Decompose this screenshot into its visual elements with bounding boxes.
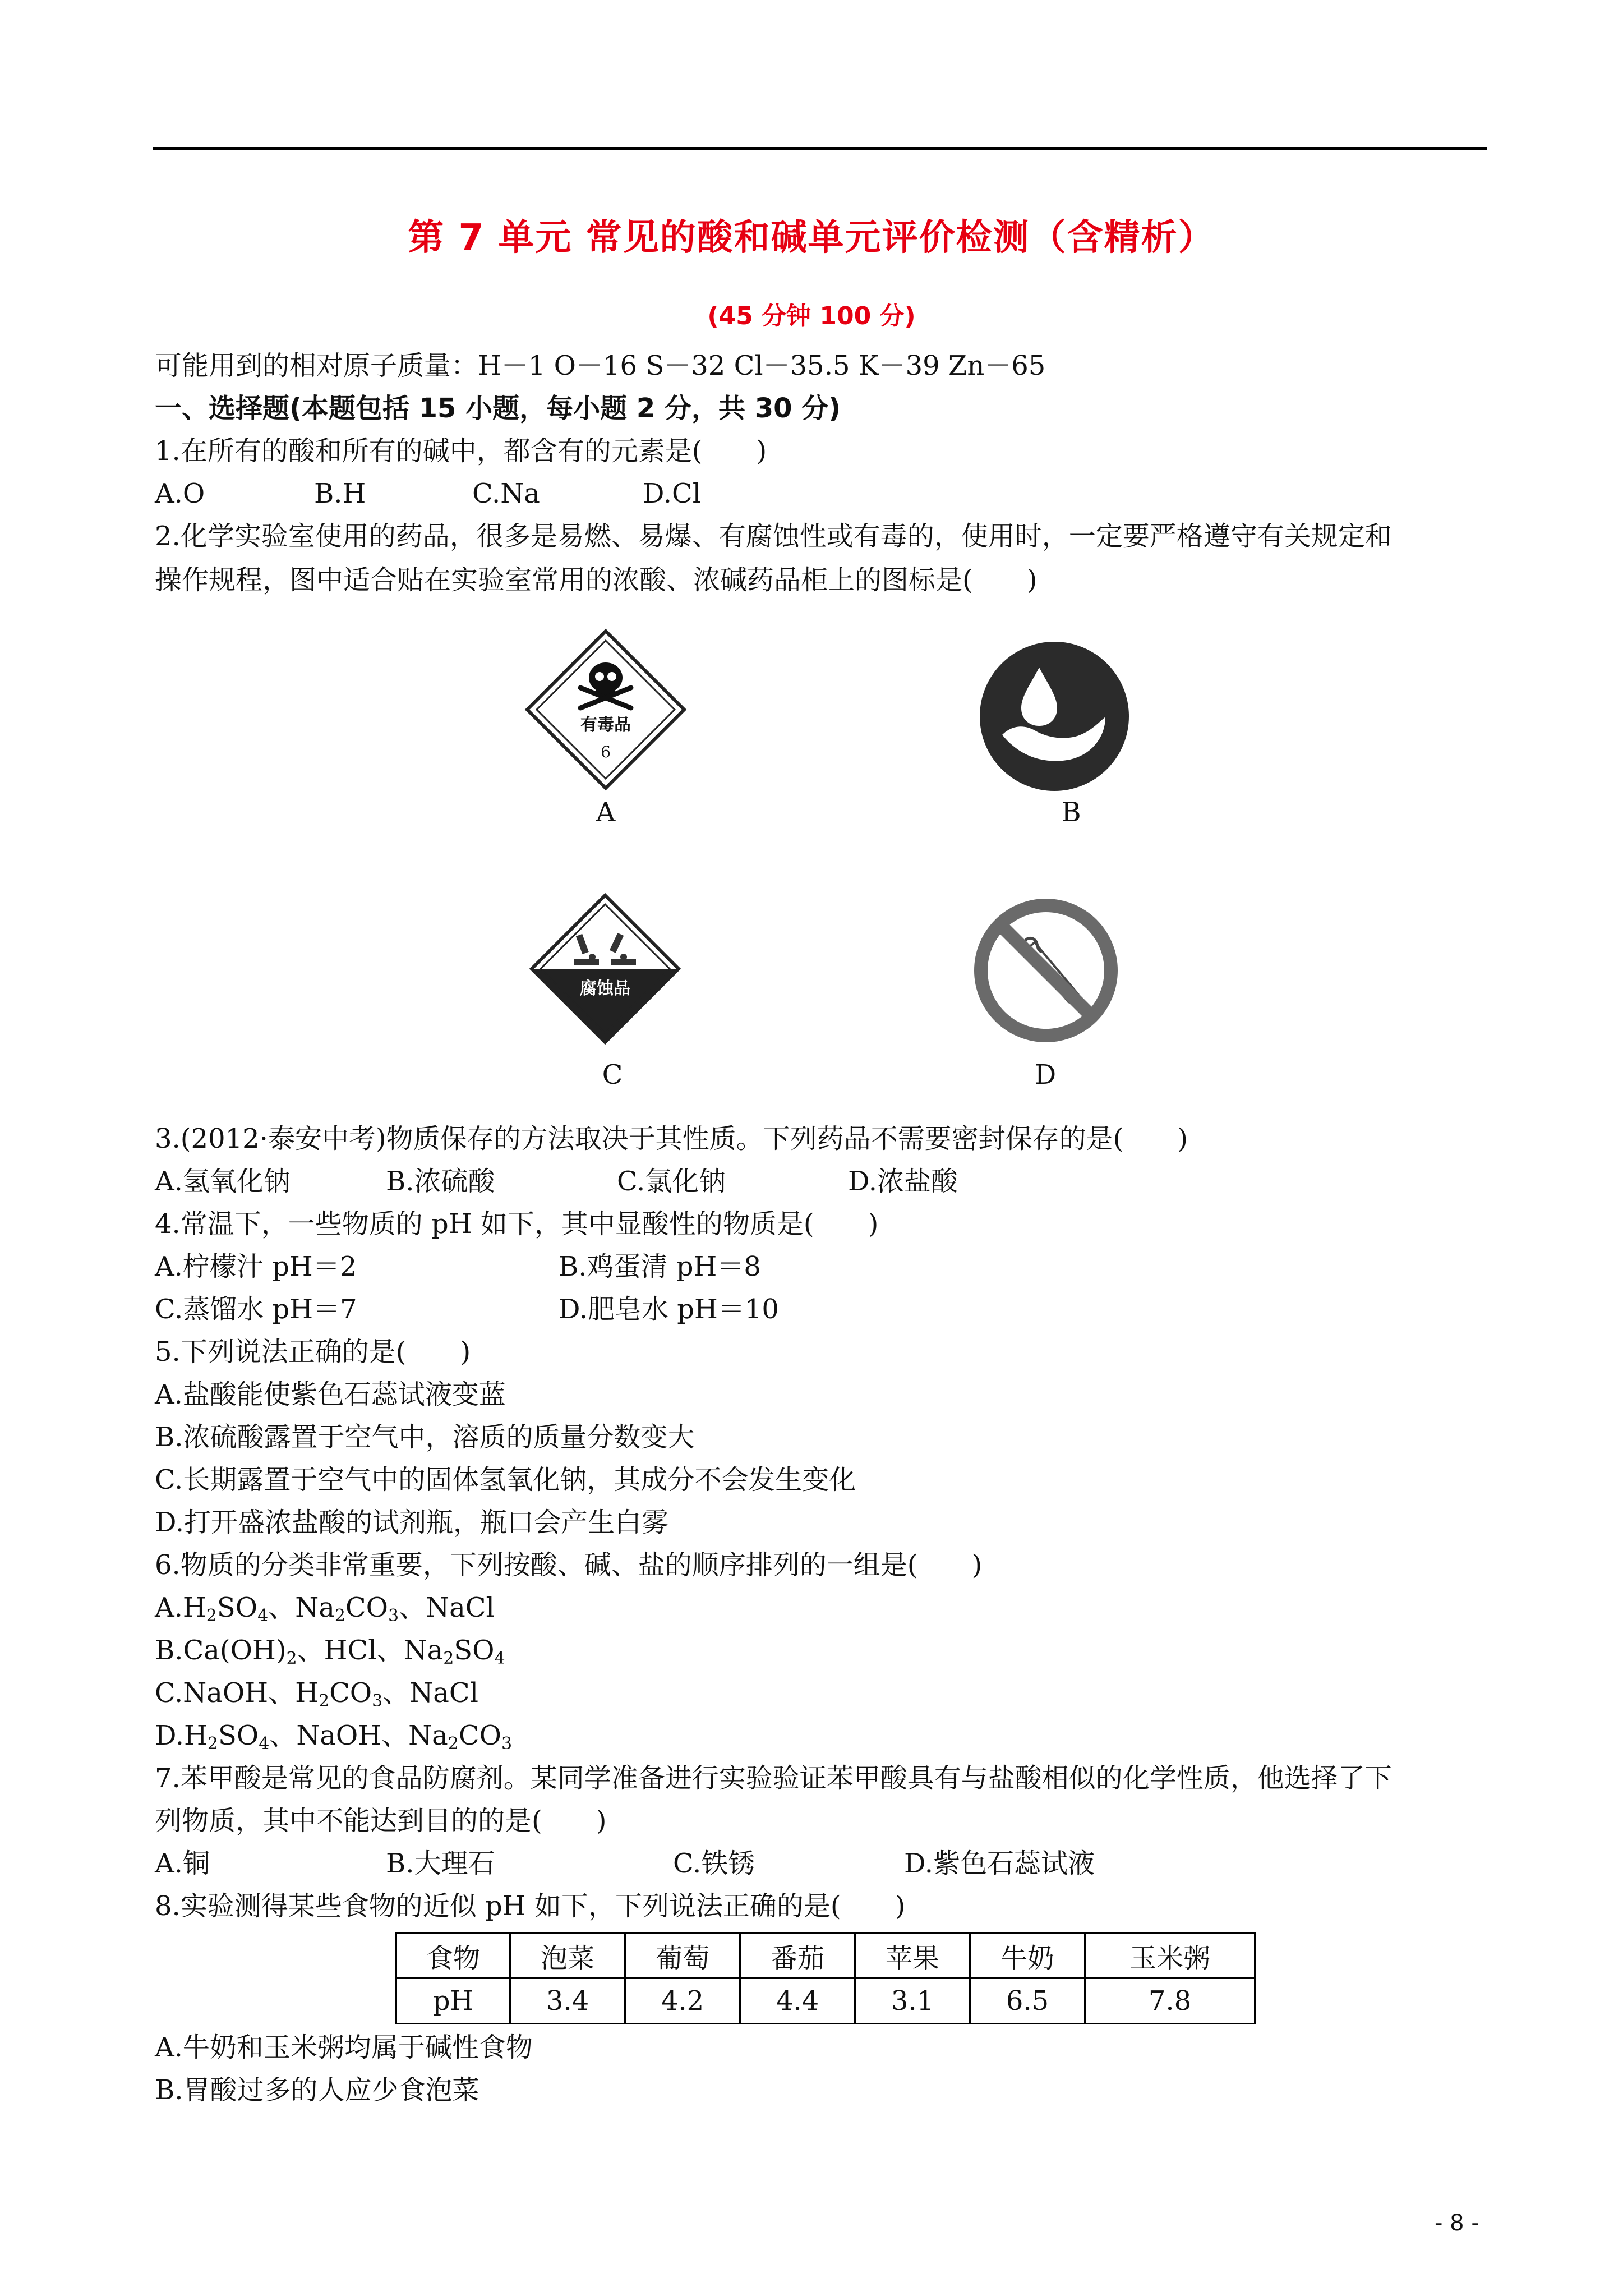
table-cell: 7.8 (1085, 1978, 1255, 2024)
table-cell: 4.2 (625, 1978, 740, 2024)
table-cell: pH (396, 1978, 510, 2024)
q3-option-d: D.浓盐酸 (848, 1166, 958, 1197)
q2-stem-line2: 操作规程，图中适合贴在实验室常用的浓酸、浓碱药品柜上的图标是( ) (155, 564, 1038, 596)
corrosive-sign-text: 腐蚀品 (580, 979, 630, 999)
q1-stem: 1.在所有的酸和所有的碱中，都含有的元素是( ) (155, 435, 767, 467)
q7-option-a: A.铜 (155, 1848, 210, 1879)
q1-option-d: D.Cl (643, 478, 702, 509)
corrosive-diamond-icon (529, 893, 681, 1045)
q1-option-c: C.Na (472, 478, 540, 509)
figure-label-d: D (1034, 1059, 1057, 1091)
q4-option-a: A.柠檬汁 pH＝2 (155, 1251, 357, 1282)
table-cell: 3.1 (855, 1978, 970, 2024)
q8-option-b: B.胃酸过多的人应少食泡菜 (155, 2074, 479, 2106)
figure-label-a: A (596, 797, 616, 828)
header-rule (153, 147, 1487, 150)
table-header-row (396, 1933, 1255, 1978)
table-cell: 食物 (396, 1933, 510, 1978)
q2-stem-line1: 2.化学实验室使用的药品，很多是易燃、易爆、有腐蚀性或有毒的，使用时，一定要严格遵守有关规定和 (155, 521, 1392, 552)
q5-option-d: D.打开盛浓盐酸的试剂瓶，瓶口会产生白雾 (155, 1507, 669, 1538)
q6-option-c: C.NaOH、$H_2CO_3$、NaCl (155, 1677, 478, 1711)
table-cell: 牛奶 (970, 1933, 1085, 1978)
q3-option-b: B.浓硫酸 (386, 1166, 495, 1197)
q4-option-c: C.蒸馏水 pH＝7 (155, 1294, 357, 1325)
ph-table (395, 1932, 1256, 2024)
q3-option-a: A.氢氧化钠 (155, 1166, 291, 1197)
q7-stem-line1: 7.苯甲酸是常见的食品防腐剂。某同学准备进行实验验证苯甲酸具有与盐酸相似的化学性质，他选择了下 (155, 1763, 1392, 1794)
q6-option-b: $B.Ca(OH)_2$、HCl、$Na_2SO_4$ (155, 1635, 505, 1668)
section-heading: 一、选择题(本题包括 15 小题，每小题 2 分，共 30 分) (155, 393, 841, 424)
q7-option-d: D.紫色石蕊试液 (904, 1848, 1095, 1879)
table-cell: 泡菜 (510, 1933, 625, 1978)
table-cell: 番茄 (740, 1933, 855, 1978)
page-number: - 8 - (1435, 2210, 1479, 2236)
q8-stem: 8.实验测得某些食物的近似 pH 如下，下列说法正确的是( ) (155, 1890, 906, 1922)
toxic-sign-icon (524, 628, 687, 791)
corrosive-circle-icon (979, 641, 1130, 792)
figure-label-b: B (1061, 797, 1081, 828)
q5-option-b: B.浓硫酸露置于空气中，溶质的质量分数变大 (155, 1421, 695, 1453)
atomic-mass-line: 可能用到的相对原子质量：H－1 O－16 S－32 Cl－35.5 K－39 Zn－65 (155, 350, 1046, 381)
q6-stem: 6.物质的分类非常重要，下列按酸、碱、盐的顺序排列的一组是( ) (155, 1549, 983, 1581)
toxic-sign-text: 有毒品 (580, 715, 631, 735)
q6-option-d: $D.H_2SO_4$、NaOH、$Na_2CO_3$ (155, 1720, 513, 1754)
table-row (396, 1978, 1255, 2024)
q7-option-c: C.铁锈 (673, 1848, 755, 1879)
q5-option-c: C.长期露置于空气中的固体氢氧化钠，其成分不会发生变化 (155, 1464, 856, 1496)
table-cell: 6.5 (970, 1978, 1085, 2024)
q4-stem: 4.常温下，一些物质的 pH 如下，其中显酸性的物质是( ) (155, 1208, 879, 1240)
q1-option-a: A.O (155, 478, 205, 509)
table-cell: 4.4 (740, 1978, 855, 2024)
q1-option-b: B.H (314, 478, 366, 509)
q7-option-b: B.大理石 (386, 1848, 495, 1879)
q5-stem: 5.下列说法正确的是( ) (155, 1336, 471, 1368)
table-cell: 苹果 (855, 1933, 970, 1978)
table-cell: 葡萄 (625, 1933, 740, 1978)
q4-option-d: D.肥皂水 pH＝10 (559, 1294, 779, 1325)
q3-stem: 3.(2012·泰安中考)物质保存的方法取决于其性质。下列药品不需要密封保存的是( ) (155, 1123, 1188, 1154)
q4-option-b: B.鸡蛋清 pH＝8 (559, 1251, 761, 1282)
q3-option-c: C.氯化钠 (617, 1166, 726, 1197)
q7-stem-line2: 列物质，其中不能达到目的的是( ) (155, 1805, 607, 1837)
page-subtitle: (45 分钟 100 分) (707, 302, 916, 330)
table-cell: 3.4 (510, 1978, 625, 2024)
page-title: 第 7 单元 常见的酸和碱单元评价检测（含精析） (408, 217, 1215, 259)
q5-option-a: A.盐酸能使紫色石蕊试液变蓝 (155, 1379, 506, 1410)
q6-option-a: $A.H_2SO_4$、$Na_2CO_3$、NaCl (155, 1592, 495, 1626)
q8-option-a: A.牛奶和玉米粥均属于碱性食物 (155, 2032, 533, 2063)
no-smoking-icon (973, 898, 1119, 1043)
figure-label-c: C (602, 1059, 623, 1091)
toxic-sign-number: 6 (601, 743, 611, 761)
table-cell: 玉米粥 (1085, 1933, 1255, 1978)
